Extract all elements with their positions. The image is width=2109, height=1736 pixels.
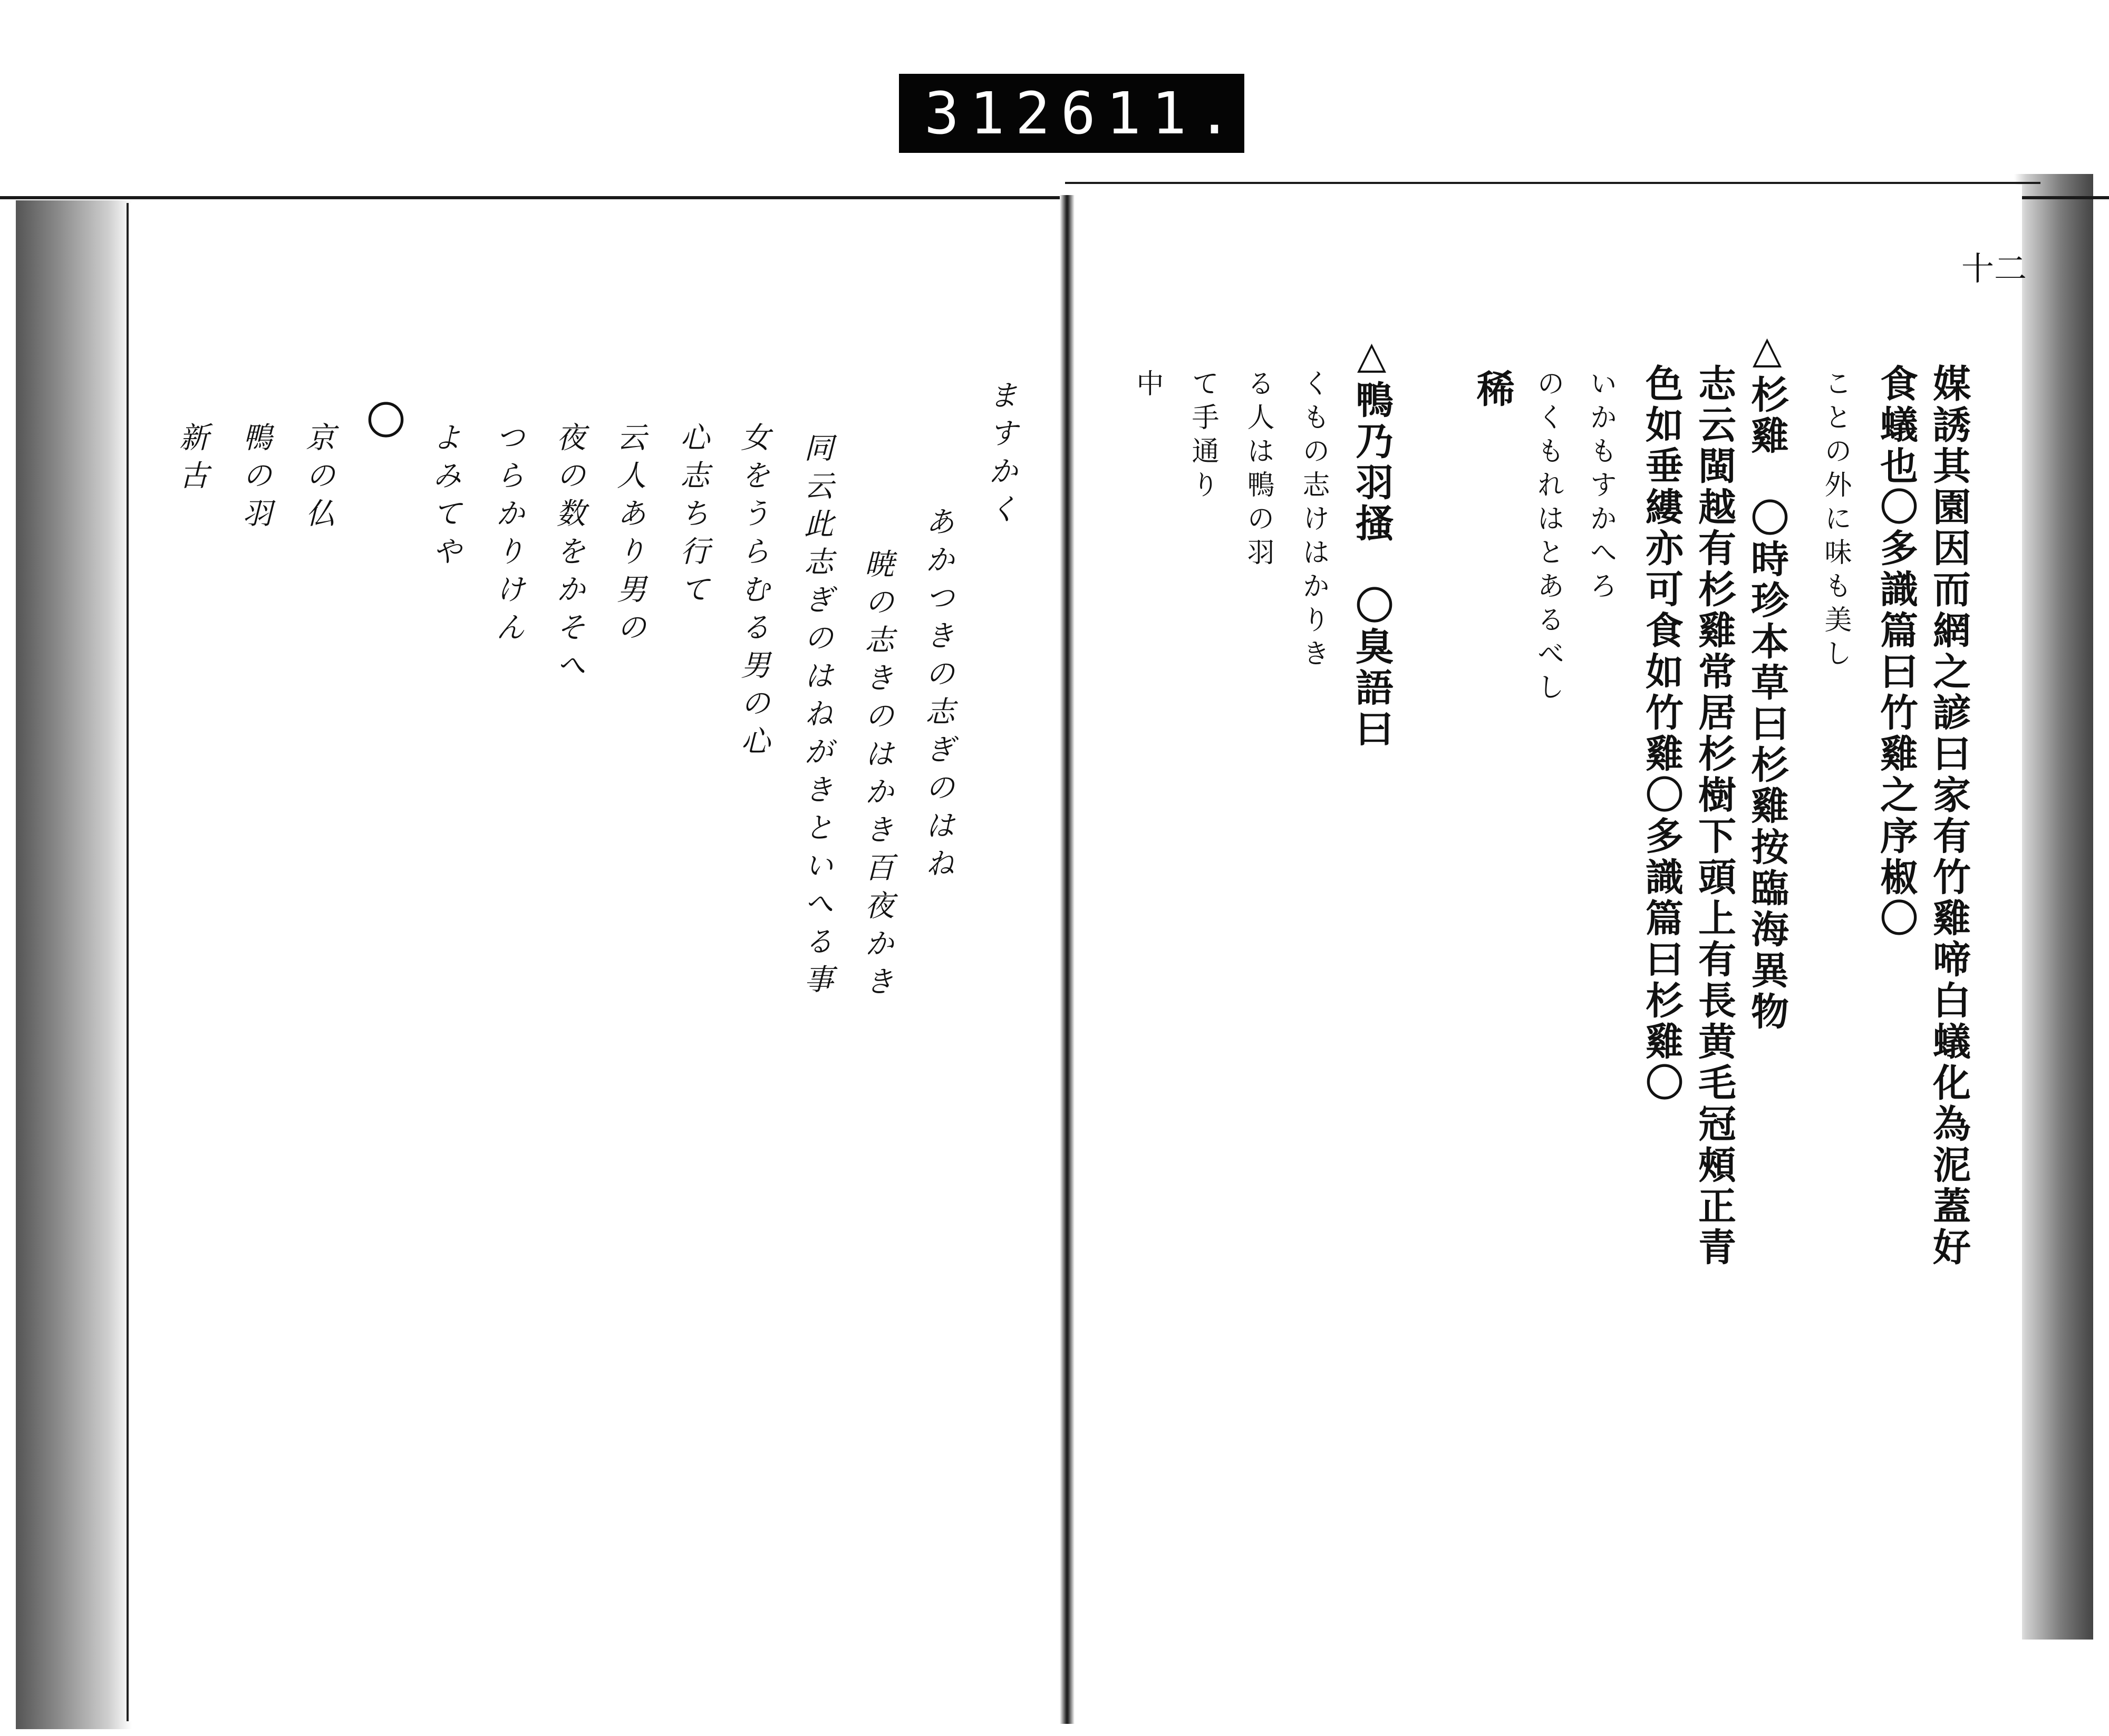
call-number-left: 312 (924, 80, 1061, 147)
book-edge-left (16, 200, 132, 1729)
call-number-right: 611. (1060, 80, 1243, 147)
left-column-6: 心志ち行て (675, 422, 710, 612)
top-rule-right (1065, 182, 2040, 184)
book-edge-right (2014, 174, 2093, 1640)
left-column-12: 京の仏 (301, 422, 335, 536)
right-column-4: △杉雞 〇時珍本草曰杉雞按臨海異物 (1745, 327, 1789, 1033)
right-column-2: 食蟻也〇多識篇曰竹雞之序椒〇 (1874, 364, 1919, 939)
right-column-1: 媒誘其園因而網之諺曰家有竹雞啼白蟻化為泥蓋好 (1927, 364, 1971, 1268)
right-column-9: 稀 (1471, 369, 1515, 410)
left-column-8: 夜の数をかそへ (552, 422, 586, 687)
right-column-12: る人は鴨の羽 (1242, 369, 1274, 571)
right-column-3: ことの外に味も美し (1820, 369, 1851, 673)
right-column-11: くもの志けはかりき (1298, 369, 1329, 673)
left-column-10: よみてや (428, 422, 462, 574)
right-column-14: 中 (1131, 369, 1163, 403)
right-column-6: 色如垂縷亦可食如竹雞〇多識篇曰杉雞〇 (1639, 364, 1684, 1104)
left-column-11: 〇 (361, 401, 405, 442)
left-column-1: ますかく (984, 380, 1018, 531)
right-column-7: いかもすかへろ (1585, 369, 1617, 605)
right-column-13: て手通り (1187, 369, 1218, 504)
left-column-13: 鴨の羽 (238, 422, 272, 536)
left-column-2: あかつきの志ぎのはね (921, 506, 955, 886)
left-column-5: 女をうらむる男の心 (736, 422, 770, 763)
right-column-5: 志云閩越有杉雞常居杉樹下頭上有長黄毛冠頰正青 (1692, 364, 1737, 1268)
folio-number: 十二 (1961, 249, 2027, 288)
left-column-7: 云人あり男の (612, 422, 646, 649)
left-column-14: 新古 (175, 422, 209, 498)
right-column-8: のくもれはとあるべし (1532, 369, 1564, 706)
left-column-4: 同云此志ぎのはねがきといへる事 (799, 432, 834, 1002)
call-number-label (899, 74, 1244, 153)
left-column-3: 暁の志きのはかき百夜かき (860, 548, 894, 1004)
left-column-9: つらかりけん (491, 422, 525, 649)
right-column-10: △鴨乃羽搔 〇臭語曰 (1349, 332, 1394, 750)
book-gutter (1060, 195, 1075, 1724)
